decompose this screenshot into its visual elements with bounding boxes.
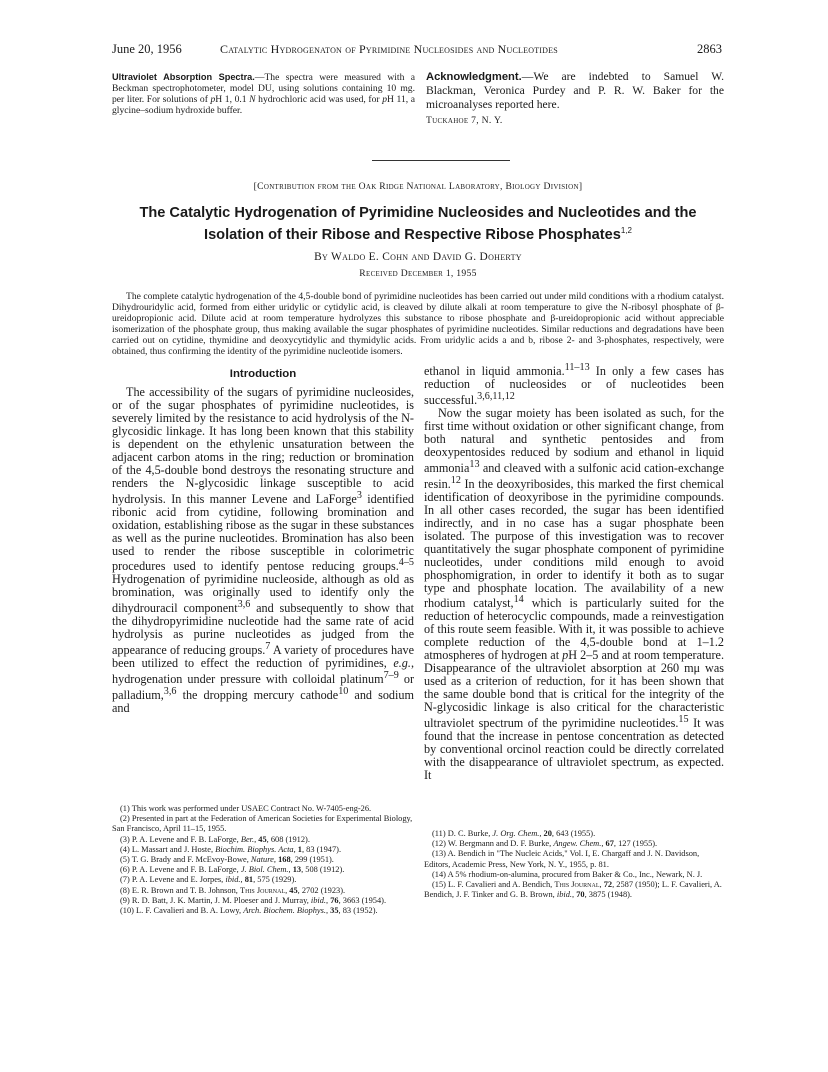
footnote-volume: 13 (292, 865, 302, 875)
footnote-text: , (293, 844, 298, 854)
footnote (112, 865, 414, 875)
footnote-volume: 72 (603, 880, 613, 890)
text-run: identified ribonic acid from cytidine, following bromination and oxidation, establishing ribose as the sugar in these substances as well as the purine nucleotides. Bromination has also been used to render the ribose susceptible in colorimetric procedures used to identify pentose reducing groups. (112, 491, 415, 574)
footnote (112, 906, 414, 916)
ref-mark: 4–5 (398, 557, 414, 569)
ref-mark: 7–9 (383, 670, 399, 682)
ref-mark: 3 (356, 489, 362, 501)
footnote-authors: E. R. Brown and T. B. Johnson, (131, 885, 240, 895)
footnote-journal: Nature (250, 855, 274, 865)
footnote-journal: ibid. (310, 895, 327, 905)
text-run: In only a few cases has reduction of nucleosides or of nucleotides been successful. (424, 364, 724, 408)
footnote (112, 875, 414, 885)
footnote (424, 870, 724, 880)
text-run: or palladium, (112, 672, 414, 703)
text-run: The accessibility of the sugars of pyrimidine nucleosides, or of the sugar phosphates of pyrimidine nucleotides, is severely limited by the resistance to acid hydrolysis of the N-glycosidic linkage. It has long been known that this stability is dependent on the ethylenic unsaturation between the adjacent carbon atoms in the ring; reduction or bromination of the 4,5-double bond destroys the resonating structure and renders the N-glycosidic linkage susceptible to acid hydrolysis. In this manner Levene and LaForge (112, 385, 414, 506)
footnote-journal: This Journal (554, 880, 600, 890)
footnote-number: (11) (432, 829, 448, 838)
footnote-number: (9) (120, 895, 132, 905)
uv-ph-italic: p (210, 94, 216, 105)
footnote-number: (13) (432, 849, 448, 859)
text-run: It was found that the increase in pentose concentration as detected by conventional orcinol reaction could be directly correlated with the disappearance of ultraviolet spectrum, as expected. It (424, 716, 724, 782)
contribution-line: [Contribution from the Oak Ridge National Laboratory, Biology Division] (253, 181, 583, 192)
footnote-authors: P. A. Levene and F. B. LaForge, (131, 865, 241, 875)
footnote-text: , (273, 855, 279, 865)
footnote (112, 835, 414, 845)
affiliation: Tuckahoe 7, N. Y. (426, 115, 503, 126)
intro-paragraph-2 (424, 407, 724, 782)
footnote-text: , (285, 885, 290, 895)
ref-mark: 13 (469, 458, 480, 470)
footnotes-left (112, 804, 414, 916)
title-footnote-mark: 1,2 (620, 226, 632, 235)
intro-paragraph-1-cont (424, 362, 724, 407)
footnote-number: (10) (120, 906, 137, 916)
footnote-text: , 508 (1912). (301, 865, 345, 875)
footnote-text: , 83 (1947). (301, 844, 342, 854)
footnote-journal: Ber. (240, 834, 255, 844)
uv-spectra-paragraph (112, 72, 415, 116)
text-run-italic: e.g. (393, 656, 411, 671)
footnote-text: , 3875 (1948). (584, 890, 633, 900)
footnote-authors: P. A. Levene and E. Jorpes, (131, 875, 226, 885)
footnote-text: , 575 (1929). (253, 875, 297, 885)
footnote-number: (12) (432, 839, 448, 849)
ref-mark: 3,6 (237, 599, 251, 611)
text-run: In the deoxyribosides, this marked the first chemical identification of deoxyribose in the pyrimidine compounds. In all other cases recorded, the sugar has been identified indirectly, and in no case has a sugar phosphate been isolated. The purpose of this investigation was to recover quantitatively the sugar phosphate component of pyrimidine nucleotides, under conditions mild enough to avoid phosphomigration, in order to identify it both as to sugar type and phosphate location. The availability of a new rhodium catalyst, (424, 476, 724, 611)
right-column-body (424, 362, 724, 782)
footnote-volume: 168 (278, 855, 291, 865)
footnote (112, 855, 414, 865)
footnote (112, 845, 414, 855)
text-run-italic: p (562, 648, 569, 663)
footnote-volume: 35 (330, 906, 339, 916)
footnote-text: , (325, 906, 331, 916)
article-title (112, 204, 724, 244)
ack-text: —We are indebted to Samuel W. Blackman, Veronica Purdey and P. R. W. Baker for the microanalyses reported here. (426, 70, 724, 111)
footnote (424, 829, 724, 839)
footnote-journal: Angew. Chem. (553, 839, 602, 849)
footnote-text: , 608 (1912). (266, 834, 310, 844)
footnote-journal: This Journal (239, 885, 286, 895)
text-run: the dropping mercury cathode (176, 688, 339, 703)
footnote-authors: R. D. Batt, J. K. Martin, J. M. Ploeser and J. Murray, (131, 895, 311, 905)
footnote-journal: ibid. (556, 890, 572, 900)
right-column (424, 362, 724, 782)
received-date: Received December 1, 1955 (359, 268, 477, 279)
footnote-volume: 70 (576, 890, 585, 900)
footnote-volume: 76 (330, 895, 339, 905)
left-column (112, 368, 414, 715)
text-run: which is particularly suited for the reduction of heterocyclic compounds, made a reinvestigation of this route seem feasible. With it, it was possible to achieve complete reduction of the 4,5-double bond at 1–1.2 atmospheres of hydrogen at (424, 596, 725, 663)
footnote-journal: J. Org. Chem. (492, 829, 540, 838)
footnote-number: (14) (432, 869, 448, 879)
footnote (112, 896, 414, 906)
footnote-authors: D. C. Burke, (447, 829, 493, 838)
footnote-journal: ibid. (225, 875, 241, 885)
footnote-text: , (240, 875, 245, 885)
ref-mark: 15 (678, 714, 689, 726)
footnote-text: , (326, 895, 331, 905)
ref-mark: 10 (338, 686, 349, 698)
footnote (112, 886, 414, 896)
ref-mark: 3,6,11,12 (477, 390, 515, 402)
footnote-volume: 45 (258, 834, 267, 844)
footnote-number: (5) (120, 855, 132, 865)
footnote-text: , 2702 (1923). (297, 885, 346, 895)
footnote-text: , 127 (1955). (613, 839, 658, 849)
footnote-number: (2) (120, 814, 132, 824)
footnote-text: , (288, 865, 293, 875)
footnote (112, 814, 414, 834)
acknowledgment-paragraph (426, 70, 724, 128)
intro-paragraph-1 (112, 386, 414, 715)
footnote-volume: 67 (605, 839, 614, 849)
footnote-authors: P. A. Levene and F. B. LaForge, (131, 834, 241, 844)
footnote-text: , (599, 880, 604, 890)
footnote-authors: T. G. Brady and F. McEvoy-Bowe, (131, 855, 251, 865)
footnote-authors: L. Massart and J. Hoste, (131, 844, 216, 854)
ref-mark: 7 (265, 641, 271, 653)
footnote-volume: 1 (297, 844, 302, 854)
ref-mark: 11–13 (564, 362, 590, 373)
text-run: and subsequently to show that the dihydropyrimidine nucleotide had the same rate of acid hydrolysis as purine nucleotides as judged from the appearance of reducing groups. (112, 601, 414, 658)
footnote-text: , 299 (1951). (290, 855, 334, 865)
footnote-text: , (572, 890, 577, 900)
abstract: The complete catalytic hydrogenation of the 4,5-double bond of pyrimidine nucleotides has been carried out under mild conditions with a rhodium catalyst. Dihydrouridylic acid, formed from either uridylic or cytidylic acid, is cleaved by dilute alkali at room temperature to give the N-ribosyl phosphate of β-ureidopropionic acid. Dilute acid at room temperature hydrolyzes this substance to ribose phosphate and β-ureidopropionic acid without appreciable isomerization of the phosphate group, thus making available the sugar phosphates of pyrimidine nucleotides. Similar reductions and degradations have been carried out on cytidine, thymidine and deoxycytidylic and thymidylic acids. From uridylic acids a and b, ribose 2- and 3-phosphates, respectively, were obtained, thus confirming the identity of the pyrimidine nucleotide isomers. (112, 291, 724, 357)
uv-text: —The spectra were measured with a Beckman spectrophotometer, model DU, using solutions containing 10 mg. per liter. For solutions of (112, 72, 415, 105)
footnote (424, 839, 724, 849)
left-column-body (112, 386, 414, 715)
footnote-volume: 20 (543, 829, 552, 838)
footnote-number: (6) (120, 865, 132, 875)
footnote-text: This work was performed under USAEC Contract No. W-7405-eng-26. (131, 804, 372, 813)
ref-mark: 14 (513, 594, 524, 606)
footnote-authors: W. Bergmann and D. F. Burke, (447, 839, 554, 849)
title-line-2: Isolation of their Ribose and Respective Ribose Phosphates (204, 226, 621, 243)
page-number: 2863 (697, 42, 722, 56)
footnote-number: (3) (120, 834, 132, 844)
text-run: , hydrogenation under pressure with colloidal platinum (112, 656, 414, 687)
footnote-number: (4) (120, 844, 132, 854)
footnote-text: , 643 (1955). (551, 829, 596, 838)
authors-line: By Waldo E. Cohn and David G. Doherty (314, 251, 522, 263)
text-run: and cleaved with a sulfonic acid cation-exchange resin. (424, 460, 724, 491)
footnote-text: , 3663 (1954). (338, 895, 387, 905)
footnote-number: (15) (432, 880, 449, 890)
text-run: H 2–5 and at room temperature. Disappearance of the ultraviolet absorption at 260 mμ was used as a criterion of reduction, for it has been shown that the same double bond that is critical for the integrity of the N-glycosidic linkage is also critical for the characteristic ultraviolet spectrum of the pyrimidine nucleotides. (424, 648, 724, 731)
text-run: and sodium and (112, 688, 414, 716)
running-header (112, 42, 722, 60)
uv-normal-italic: N (249, 94, 256, 105)
ref-mark: 12 (450, 474, 461, 486)
uv-text: hydrochloric acid was used, for (255, 94, 383, 105)
title-line-1: The Catalytic Hydrogenation of Pyrimidine Nucleosides and Nucleotides and the (139, 205, 697, 221)
header-date: June 20, 1956 (112, 42, 182, 56)
text-run: A variety of procedures have been utilized to effect the reduction of pyrimidines, (112, 643, 414, 671)
footnote-journal: Arch. Biochem. Biophys. (243, 906, 326, 916)
footnote-text: A 5% rhodium-on-alumina, procured from Baker & Co., Inc., Newark, N. J. (447, 869, 703, 879)
footnote-text: , (254, 834, 259, 844)
ack-heading: Acknowledgment. (426, 71, 522, 83)
footnote-volume: 45 (289, 885, 298, 895)
header-title: Catalytic Hydrogenaton of Pyrimidine Nucleosides and Nucleotides (220, 42, 558, 56)
footnote-text: Presented in part at the Federation of American Societies for Experimental Biology, San Francisco, April 11–15, 1955. (112, 814, 413, 834)
section-heading: Introduction (229, 368, 297, 380)
footnote (424, 849, 724, 869)
text-run: Hydrogenation of pyrimidine nucleoside, although as old as bromination, was originally used to identify only the dihydrouracil component (112, 572, 414, 616)
footnote-text: , (601, 839, 606, 849)
footnote-number: (8) (120, 885, 132, 895)
footnote (424, 880, 724, 900)
uv-text: H 11, a glycine–sodium hydroxide buffer. (112, 94, 416, 116)
article-divider (372, 160, 510, 161)
footnote-text: A. Bendich in "The Nucleic Acids," Vol. I, E. Chargaff and J. N. Davidson, Editors, Academic Press, New York, N. Y., 1955, p. 81. (424, 849, 700, 869)
footnote-text: , (539, 829, 544, 838)
text-run: Now the sugar moiety has been isolated as such, for the first time without oxidation or other significant change, from both natural and synthetic pentosides and from deoxypentosides reduced by sodium and ethanol in liquid ammonia (424, 405, 724, 475)
footnote (112, 804, 414, 814)
text-run: ethanol in liquid ammonia. (424, 364, 565, 379)
footnote-number: (1) (120, 804, 132, 813)
footnote-volume: 81 (244, 875, 254, 885)
footnotes-right (424, 829, 724, 900)
footnote-journal: Biochim. Biophys. Acta (215, 844, 294, 854)
footnote-authors: L. F. Cavalieri and A. Bendich, (448, 880, 555, 890)
uv-heading: Ultraviolet Absorption Spectra. (112, 72, 255, 82)
uv-text: H 1, 0.1 (215, 94, 250, 105)
footnote-journal: J. Biol. Chem. (240, 865, 289, 875)
uv-ph-italic: p (382, 94, 387, 105)
footnote-text: , 83 (1952). (338, 906, 378, 916)
footnote-authors: L. F. Cavalieri and B. A. Lowy, (136, 906, 244, 916)
footnote-number: (7) (120, 875, 132, 885)
footnote-text: , 2587 (1950); L. F. Cavalieri, A. Bendich, J. F. Tinker and G. B. Brown, (424, 880, 722, 900)
ref-mark: 3,6 (163, 686, 177, 698)
